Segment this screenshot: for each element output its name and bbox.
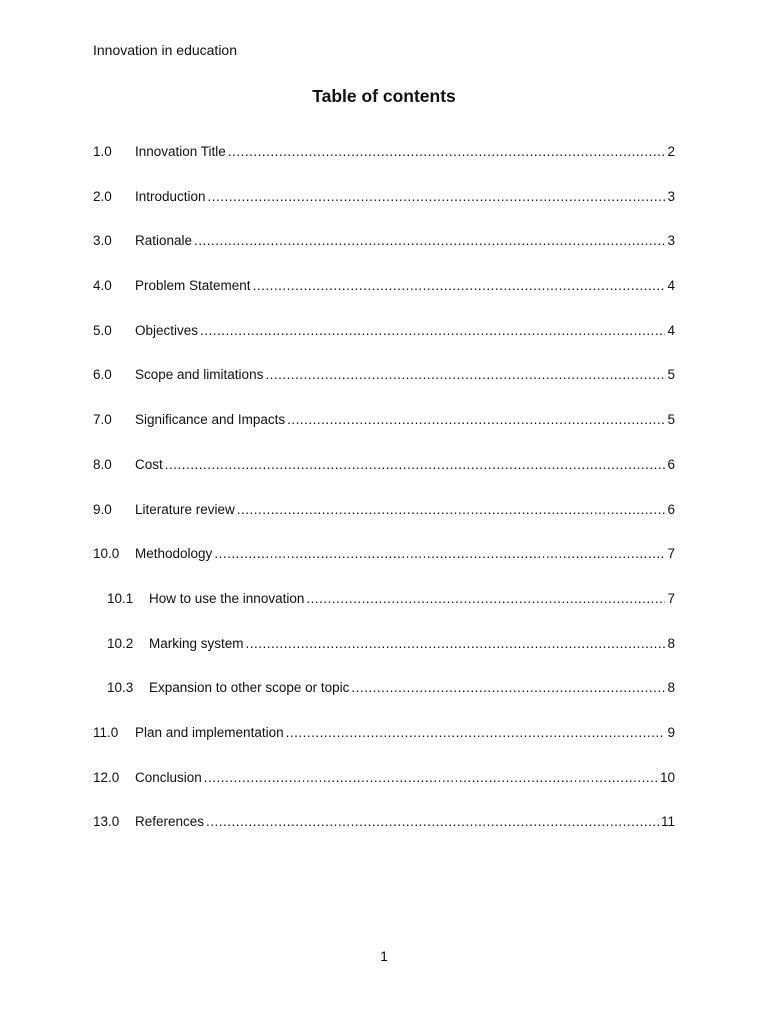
toc-entry-label: Conclusion xyxy=(135,769,202,785)
toc-entry-number: 4.0 xyxy=(93,278,112,294)
toc-entry-page: 7 xyxy=(667,546,675,562)
running-header: Innovation in education xyxy=(93,42,237,58)
toc-dot-leader xyxy=(194,230,665,252)
toc-entry-number: 9.0 xyxy=(93,501,112,517)
toc-entry-rationale[interactable] xyxy=(93,230,675,275)
toc-entry-label: How to use the innovation xyxy=(149,590,305,606)
toc-dot-leader xyxy=(286,722,666,744)
toc-entry-how-to-use[interactable] xyxy=(93,588,675,633)
toc-dot-leader xyxy=(351,677,665,699)
table-of-contents xyxy=(93,141,675,856)
toc-entry-label: Plan and implementation xyxy=(135,724,284,740)
toc-entry-marking-system[interactable] xyxy=(93,633,675,678)
toc-entry-number: 1.0 xyxy=(93,144,112,159)
toc-dot-leader xyxy=(208,186,666,208)
toc-dot-leader xyxy=(265,364,665,386)
toc-entry-label: Problem Statement xyxy=(135,278,251,294)
toc-entry-label: Rationale xyxy=(135,233,193,249)
toc-entry-page: 5 xyxy=(667,367,675,383)
toc-dot-leader xyxy=(253,275,666,297)
toc-entry-page: 4 xyxy=(667,322,675,338)
toc-dot-leader xyxy=(214,543,665,565)
toc-entry-objectives[interactable] xyxy=(93,320,675,365)
toc-dot-leader xyxy=(206,811,659,833)
toc-entry-label: Introduction xyxy=(135,188,206,204)
toc-entry-expansion[interactable] xyxy=(93,677,675,722)
toc-entry-number: 6.0 xyxy=(93,367,112,383)
toc-entry-innovation-title[interactable] xyxy=(93,141,675,186)
toc-entry-label: Innovation Title xyxy=(135,144,226,159)
toc-entry-label: Marking system xyxy=(149,635,244,651)
toc-entry-number: 10.1 xyxy=(107,590,134,606)
toc-entry-label: Scope and limitations xyxy=(135,367,264,383)
toc-entry-label: References xyxy=(135,814,205,830)
toc-dot-leader xyxy=(287,409,665,431)
toc-entry-cost[interactable] xyxy=(93,454,675,499)
toc-entry-page: 3 xyxy=(667,188,675,204)
toc-entry-introduction[interactable] xyxy=(93,186,675,231)
toc-entry-number: 10.0 xyxy=(93,546,120,562)
page-title: Table of contents xyxy=(312,86,456,106)
toc-entry-conclusion[interactable] xyxy=(93,767,675,812)
toc-entry-page: 5 xyxy=(667,412,675,428)
toc-dot-leader xyxy=(306,588,665,610)
toc-entry-significance-and-impacts[interactable] xyxy=(93,409,675,454)
toc-entry-references[interactable] xyxy=(93,811,675,856)
toc-entry-number: 10.3 xyxy=(107,680,134,696)
toc-entry-page: 6 xyxy=(667,501,675,517)
toc-entry-page: 7 xyxy=(667,590,675,606)
toc-entry-label: Methodology xyxy=(135,546,213,562)
toc-entry-page: 2 xyxy=(667,144,675,159)
toc-entry-number: 12.0 xyxy=(93,769,120,785)
toc-entry-label: Cost xyxy=(135,456,163,472)
toc-entry-plan-and-implementation[interactable] xyxy=(93,722,675,767)
toc-entry-page: 10 xyxy=(659,769,675,785)
toc-entry-number: 11.0 xyxy=(93,724,119,740)
toc-entry-label: Literature review xyxy=(135,501,235,517)
toc-dot-leader xyxy=(165,454,666,476)
toc-entry-number: 5.0 xyxy=(93,322,112,338)
toc-entry-page: 9 xyxy=(667,724,675,740)
toc-dot-leader xyxy=(237,499,666,521)
toc-dot-leader xyxy=(204,767,658,789)
toc-entry-number: 8.0 xyxy=(93,456,112,472)
page-number: 1 xyxy=(380,948,388,964)
toc-entry-label: Significance and Impacts xyxy=(135,412,286,428)
toc-entry-label: Expansion to other scope or topic xyxy=(149,680,350,696)
toc-entry-number: 13.0 xyxy=(93,814,120,830)
toc-entry-number: 2.0 xyxy=(93,188,112,204)
toc-entry-literature-review[interactable] xyxy=(93,499,675,544)
toc-dot-leader xyxy=(228,141,666,163)
toc-entry-label: Objectives xyxy=(135,322,199,338)
toc-entry-number: 7.0 xyxy=(93,412,112,428)
toc-entry-page: 11 xyxy=(660,814,675,830)
toc-entry-methodology[interactable] xyxy=(93,543,675,588)
toc-entry-problem-statement[interactable] xyxy=(93,275,675,320)
toc-entry-number: 3.0 xyxy=(93,233,112,249)
toc-entry-page: 3 xyxy=(667,233,675,249)
toc-entry-page: 8 xyxy=(667,635,675,651)
toc-entry-page: 8 xyxy=(667,680,675,696)
toc-entry-page: 6 xyxy=(667,456,675,472)
toc-dot-leader xyxy=(200,320,665,342)
toc-dot-leader xyxy=(246,633,666,655)
toc-entry-page: 4 xyxy=(667,278,675,294)
toc-entry-scope-and-limitations[interactable] xyxy=(93,364,675,409)
toc-entry-number: 10.2 xyxy=(107,635,134,651)
